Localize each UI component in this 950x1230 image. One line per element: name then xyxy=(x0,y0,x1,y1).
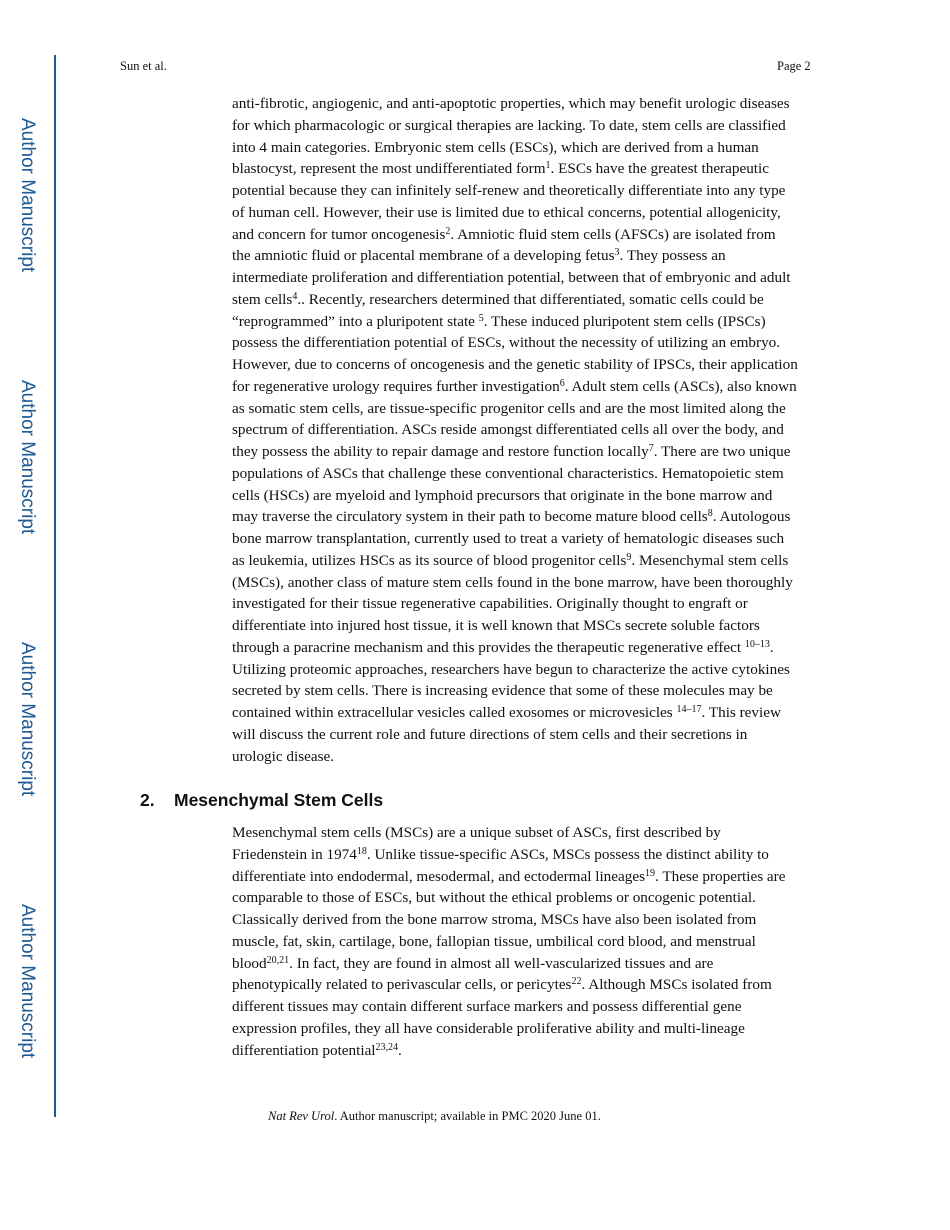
text-segment: . These properties are xyxy=(655,867,786,885)
author-manuscript-label: Author Manuscript xyxy=(17,642,38,797)
text-segment: potential because they can infinitely self-renew and theoretically differentiate into any type xyxy=(232,182,786,199)
text-segment: (MSCs), another class of mature stem cells found in the bone marrow, have been thoroughly xyxy=(232,573,793,591)
text-segment: . xyxy=(398,1041,402,1059)
text-segment: . There are two unique xyxy=(653,443,791,460)
text-segment: Utilizing proteomic approaches, researchers have begun to characterize the active cytokines xyxy=(232,660,790,678)
journal-name: Nat Rev Urol xyxy=(268,1109,335,1123)
text-line xyxy=(232,115,798,137)
text-segment: . Although MSCs isolated from xyxy=(581,976,772,994)
text-segment: contained within extracellular vesicles called exosomes or microvesicles xyxy=(232,704,677,721)
text-line xyxy=(232,615,798,637)
text-segment: as somatic stem cells, are tissue-specific progenitor cells and are the most limited along the xyxy=(232,399,786,417)
text-line xyxy=(232,354,798,376)
text-line xyxy=(232,1040,785,1062)
text-segment: the amniotic fluid or placental membrane of a developing fetus xyxy=(232,247,615,265)
text-segment: for regenerative urology requires further investigation xyxy=(232,377,560,395)
text-segment: of human cell. However, their use is limited due to ethical concerns, potential allogenicity, xyxy=(232,203,781,221)
text-line xyxy=(232,528,798,550)
citation-superscript: 2 xyxy=(445,225,451,237)
citation-superscript: 6 xyxy=(559,377,565,389)
text-segment: investigated for their tissue regenerative capabilities. Originally thought to engraft or xyxy=(232,595,748,613)
citation-superscript: 10–13 xyxy=(744,638,770,650)
text-segment: urologic disease. xyxy=(232,747,335,765)
citation-superscript: 8 xyxy=(707,508,713,520)
section-number: 2. xyxy=(140,790,155,810)
text-line xyxy=(232,463,798,485)
text-line xyxy=(232,245,798,267)
text-segment: muscle, fat, skin, cartilage, bone, fallopian tissue, umbilical cord blood, and menstrual xyxy=(232,932,756,950)
text-line xyxy=(232,267,798,289)
text-segment: . These induced pluripotent stem cells (IPSCs) xyxy=(483,312,766,330)
text-line xyxy=(232,289,798,311)
paragraph-msc xyxy=(232,822,785,1061)
text-segment: expression profiles, they all have considerable proliferative ability and multi-lineage xyxy=(232,1019,745,1037)
text-segment: populations of ASCs that challenge these conventional characteristics. Hematopoietic stem xyxy=(232,464,784,482)
text-line xyxy=(232,137,798,159)
text-segment: for which pharmacologic or surgical therapies are lacking. To date, stem cells are classified xyxy=(232,116,786,134)
text-segment: Classically derived from the bone marrow stroma, MSCs have also been isolated from xyxy=(232,911,757,928)
citation-superscript: 23,24 xyxy=(375,1041,399,1053)
text-segment: secreted by stem cells. There is increasing evidence that some of these molecules may be xyxy=(232,682,773,700)
text-segment: anti-fibrotic, angiogenic, and anti-apoptotic properties, which may benefit urologic diseases xyxy=(232,95,790,112)
section-heading xyxy=(140,790,383,811)
citation-superscript: 7 xyxy=(648,443,654,454)
text-segment: . They possess an xyxy=(619,247,726,265)
text-line xyxy=(232,572,798,594)
text-segment: .. Recently, researchers determined that differentiated, somatic cells could be xyxy=(297,290,764,308)
text-segment: . ESCs have the greatest therapeutic xyxy=(550,160,769,178)
running-header-author: Sun et al. xyxy=(120,59,167,73)
text-segment: stem cells xyxy=(232,290,293,308)
text-line xyxy=(232,1018,785,1040)
text-line xyxy=(232,485,798,507)
text-segment: “reprogrammed” into a pluripotent state xyxy=(232,312,479,330)
citation-superscript: 9 xyxy=(626,551,632,563)
text-line xyxy=(232,506,798,528)
text-segment: possess the differentiation potential of ESCs, without the necessity of utilizing an embryo. xyxy=(232,334,781,352)
text-segment: . Amniotic fluid stem cells (AFSCs) are isolated from xyxy=(450,225,776,243)
text-segment: they possess the ability to repair damage and restore function locally xyxy=(232,443,649,460)
author-manuscript-label: Author Manuscript xyxy=(17,904,38,1059)
text-segment: . Mesenchymal stem cells xyxy=(631,551,789,569)
text-line xyxy=(232,202,798,224)
citation-superscript: 18 xyxy=(356,845,367,857)
text-segment: intermediate proliferation and differentiation potential, between that of embryonic and adult xyxy=(232,269,791,286)
text-line xyxy=(232,724,798,746)
text-line xyxy=(232,746,798,768)
section-title: Mesenchymal Stem Cells xyxy=(174,790,384,810)
text-segment: Mesenchymal stem cells (MSCs) are a unique subset of ASCs, first described by xyxy=(232,824,721,841)
citation-superscript: 22 xyxy=(571,976,582,988)
text-segment: through a paracrine mechanism and this provides the therapeutic regenerative effect xyxy=(232,638,745,656)
text-line xyxy=(232,93,798,115)
text-segment: phenotypically related to perivascular cells, or pericytes xyxy=(232,976,572,994)
text-segment: as leukemia, utilizes HSCs as its source of blood progenitor cells xyxy=(232,551,627,569)
margin-rule xyxy=(54,55,56,1117)
text-segment: . This review xyxy=(701,704,781,721)
text-line xyxy=(232,887,785,909)
text-line xyxy=(232,180,798,202)
text-line xyxy=(232,822,785,844)
footer-citation xyxy=(268,1109,601,1124)
text-segment: differentiate into endodermal, mesodermal, and ectodermal lineages xyxy=(232,867,645,885)
citation-superscript: 1 xyxy=(545,160,551,172)
author-manuscript-label: Author Manuscript xyxy=(17,380,38,535)
text-segment: may traverse the circulatory system in their path to become mature blood cells xyxy=(232,508,708,526)
text-line xyxy=(232,702,798,724)
citation-superscript: 5 xyxy=(478,312,484,324)
text-line xyxy=(232,441,798,463)
text-segment: bone marrow transplantation, currently used to treat a variety of hematologic diseases such xyxy=(232,530,785,547)
text-line xyxy=(232,931,785,953)
text-line xyxy=(232,974,785,996)
text-line xyxy=(232,909,785,931)
text-line xyxy=(232,866,785,888)
text-segment: cells (HSCs) are myeloid and lymphoid precursors that originate in the bone marrow and xyxy=(232,486,773,504)
text-segment: differentiate into injured host tissue, it is well known that MSCs secrete soluble factors xyxy=(232,617,760,634)
text-line xyxy=(232,332,798,354)
text-segment: into 4 main categories. Embryonic stem cells (ESCs), which are derived from a human xyxy=(232,138,759,156)
text-line xyxy=(232,550,798,572)
author-manuscript-label: Author Manuscript xyxy=(17,118,38,273)
text-line xyxy=(232,680,798,702)
text-line xyxy=(232,953,785,975)
text-line xyxy=(232,158,798,180)
page-number: Page 2 xyxy=(777,59,811,73)
text-segment: comparable to those of ESCs, but without the ethical problems or oncogenic potential. xyxy=(232,889,756,907)
text-segment: will discuss the current role and future directions of stem cells and their secretions in xyxy=(232,725,748,743)
text-segment: spectrum of differentiation. ASCs reside amongst differentiated cells all over the body, and xyxy=(232,421,784,439)
text-segment: differentiation potential xyxy=(232,1041,376,1059)
citation-superscript: 19 xyxy=(645,867,655,879)
text-line xyxy=(232,376,798,398)
text-line xyxy=(232,659,798,681)
text-line xyxy=(232,311,798,333)
text-line xyxy=(232,419,798,441)
text-segment: However, due to concerns of oncogenesis and the genetic stability of IPSCs, their application xyxy=(232,356,798,373)
footer-text: . Author manuscript; available in PMC 2020 June 01. xyxy=(334,1109,601,1123)
text-segment: blood xyxy=(232,954,267,972)
text-segment: and concern for tumor oncogenesis xyxy=(232,225,446,243)
text-line xyxy=(232,844,785,866)
text-segment: . Adult stem cells (ASCs), also known xyxy=(564,377,797,395)
text-segment: . xyxy=(769,638,774,656)
text-segment: blastocyst, represent the most undifferentiated form xyxy=(232,160,546,178)
text-line xyxy=(232,224,798,246)
citation-superscript: 3 xyxy=(614,247,620,259)
text-line xyxy=(232,637,798,659)
citation-superscript: 14–17 xyxy=(676,704,702,715)
text-line xyxy=(232,398,798,420)
text-line xyxy=(232,593,798,615)
text-segment: Friedenstein in 1974 xyxy=(232,845,357,863)
text-segment: . Autologous xyxy=(712,508,791,526)
citation-superscript: 4 xyxy=(292,290,298,302)
paragraph-intro xyxy=(232,93,798,767)
text-segment: . Unlike tissue-specific ASCs, MSCs possess the distinct ability to xyxy=(366,845,769,863)
citation-superscript: 20,21 xyxy=(266,954,290,966)
text-segment: . In fact, they are found in almost all well-vascularized tissues and are xyxy=(289,954,714,972)
text-segment: different tissues may contain different surface markers and possess differential gene xyxy=(232,998,742,1015)
text-line xyxy=(232,996,785,1018)
